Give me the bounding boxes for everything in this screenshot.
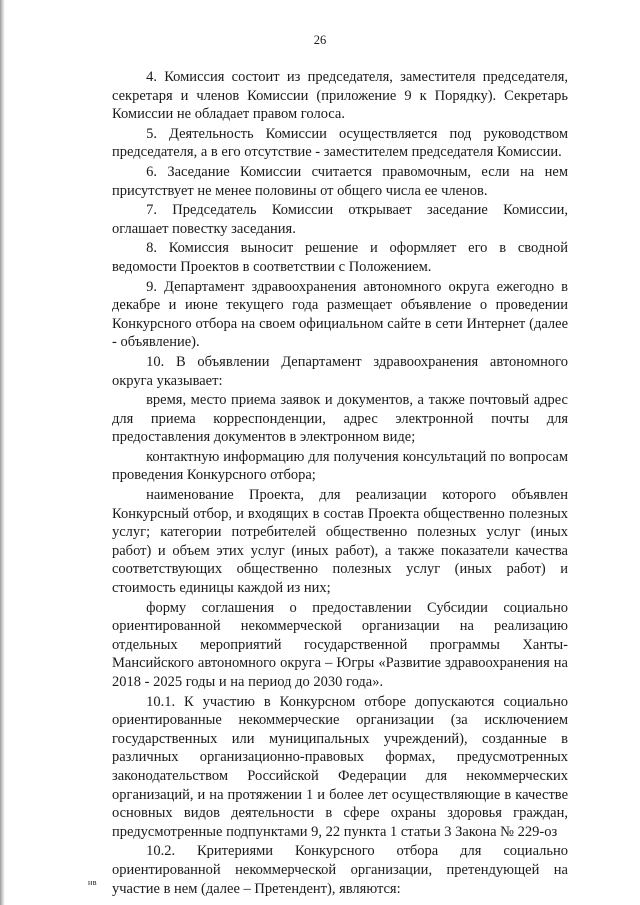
paragraph-10-2: 10.2. Критериями Конкурсного отбора для социально ориентированной некоммерческой организации, претендующей на участие в нем (далее – Претендент), являются: — [112, 843, 568, 897]
scan-edge — [0, 0, 5, 905]
page-number: 26 — [313, 33, 327, 47]
paragraph-10: 10. В объявлении Департамент здравоохранения автономного округа указывает: — [112, 353, 568, 389]
paragraph-10-item-agreement-form: форму соглашения о предоставлении Субсидии социально ориентированной некоммерческой организации на реализацию отдельных мероприятий государственной программы Ханты-Мансийского автономного округа – Югры «Развитие здравоохранения на 2018 - 2025 годы и на период до 2030 года». — [112, 599, 568, 690]
paragraph-7: 7. Председатель Комиссии открывает заседание Комиссии, оглашает повестку заседания. — [112, 202, 568, 237]
paragraph-10-item-contacts: контактную информацию для получения консультаций по вопросам проведения Конкурсного отбора; — [112, 448, 568, 484]
paragraph-10-item-time-place: время, место приема заявок и документов, а также почтовый адрес для приема корреспонденции, адрес электронной почты для предоставления документов в электронном виде; — [112, 392, 568, 446]
paragraph-8: 8. Комиссия выносит решение и оформляет его в сводной ведомости Проектов в соответствии с Положением. — [112, 240, 568, 275]
footer-initials: нв — [88, 878, 98, 887]
paragraph-5: 5. Деятельность Комиссии осуществляется под руководством председателя, а в его отсутствие - заместителем председателя Комиссии. — [112, 125, 568, 161]
paragraph-6: 6. Заседание Комиссии считается правомочным, если на нем присутствует не менее половины от общего числа ее членов. — [112, 163, 568, 199]
paragraph-4: 4. Комиссия состоит из председателя, заместителя председателя, секретаря и членов Комиссии (приложение 9 к Порядку). Секретарь Комиссии не обладает правом голоса. — [112, 69, 568, 123]
document-body — [112, 68, 568, 898]
paragraph-10-item-project-name: наименование Проекта, для реализации которого объявлен Конкурсный отбор, и входящих в состав Проекта общественно полезных услуг; категории потребителей общественно полезных услуг (иных работ) и объем этих услуг (иных работ), а также показатели качества соответствующих общественно полезных услуг (иных работ) и стоимость единицы каждой из них; — [112, 487, 568, 597]
paragraph-9: 9. Департамент здравоохранения автономного округа ежегодно в декабре и июне текущего года размещает объявление о проведении Конкурсного отбора на своем официальном сайте в сети Интернет (далее - объявление). — [112, 278, 568, 351]
paragraph-10-1: 10.1. К участию в Конкурсном отборе допускаются социально ориентированные некоммерческие организации (за исключением государственных или муниципальных учреждений), созданные в различных организационно-правовых формах, предусмотренных законодательством Российской Федерации для некоммерческих организаций, и на протяжении 1 и более лет осуществляющие в качестве основных видов деятельности в сфере охраны здоровья граждан, предусмотренные подпунктами 9, 22 пункта 1 статьи 3 Закона № 229-оз — [112, 693, 568, 840]
